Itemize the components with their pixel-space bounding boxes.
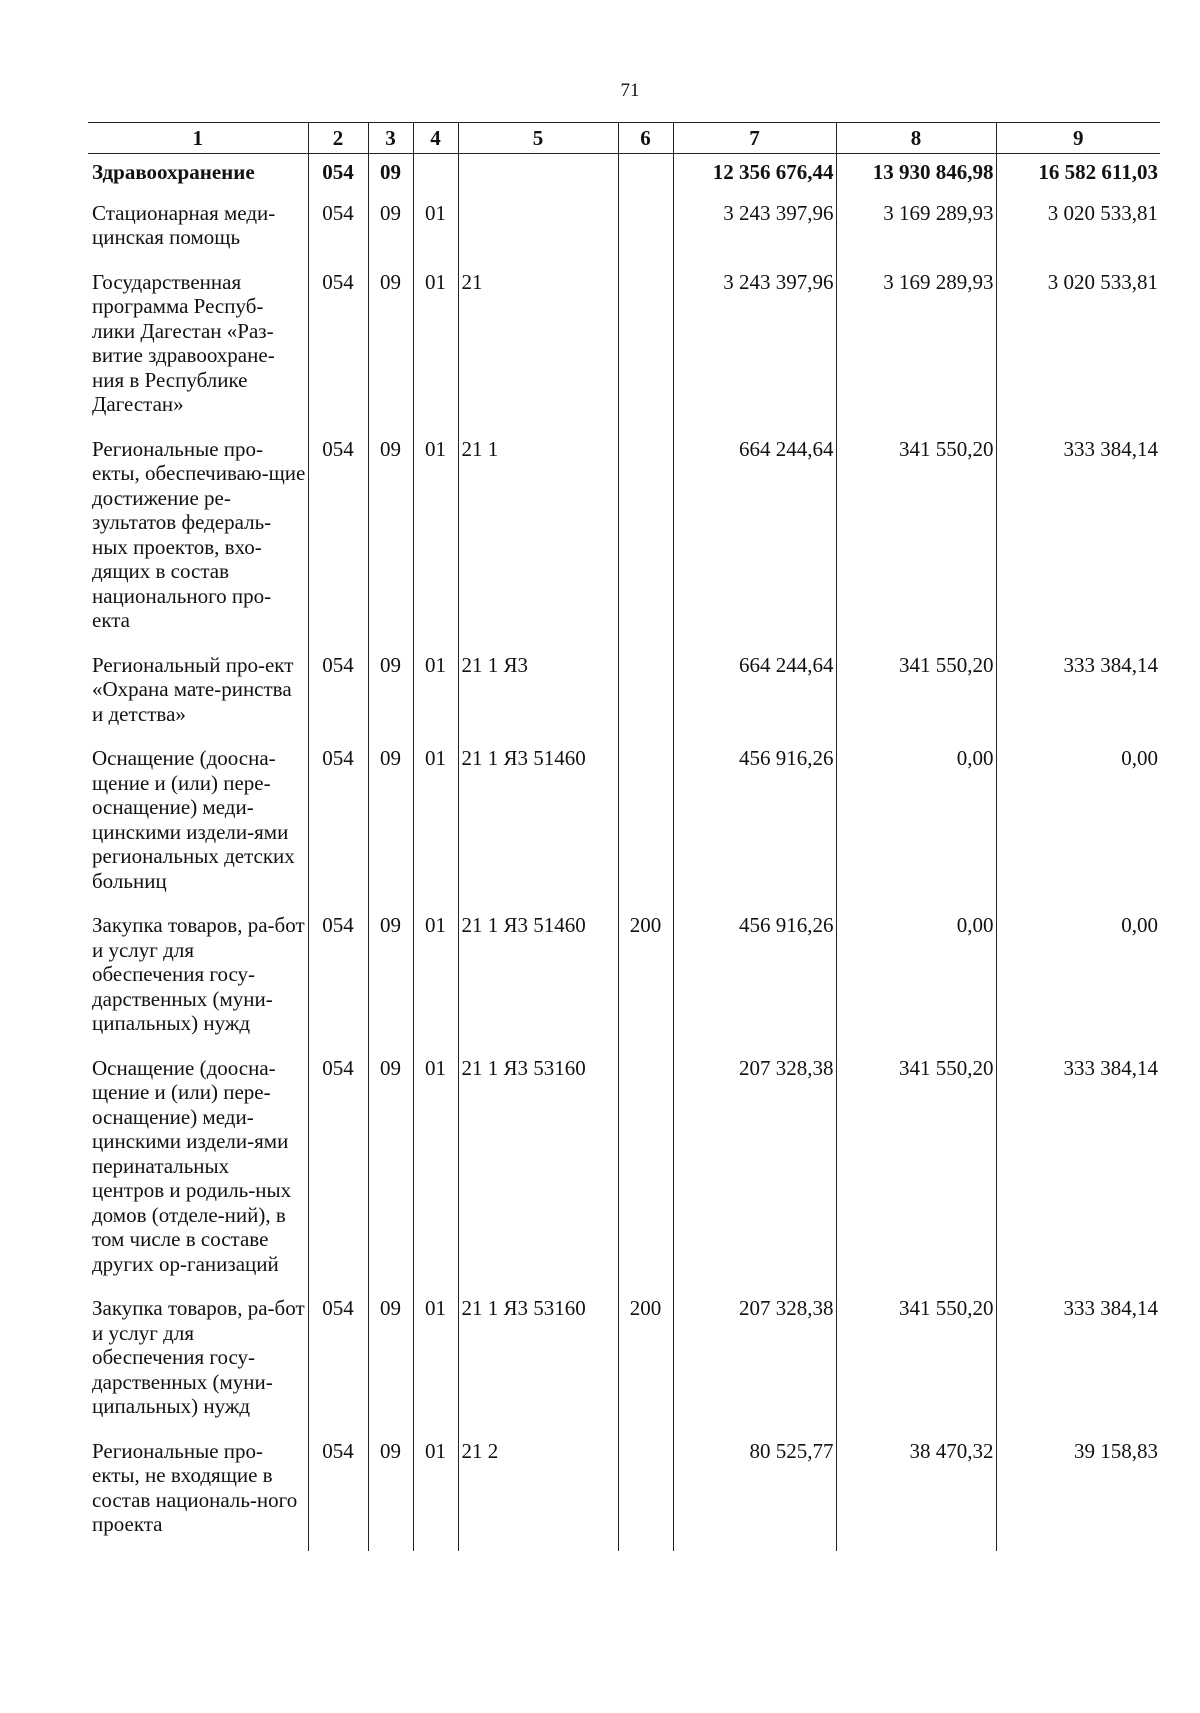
target-article-code: [458, 195, 618, 264]
column-header: 6: [618, 123, 673, 154]
amount-year-1: 456 916,26: [673, 907, 836, 1050]
subsection-code: 01: [413, 1433, 458, 1551]
amount-year-3: 3 020 533,81: [996, 195, 1160, 264]
target-article-code: 21 2: [458, 1433, 618, 1551]
amount-year-2: 3 169 289,93: [836, 264, 996, 431]
subsection-code: 01: [413, 647, 458, 741]
column-header: 9: [996, 123, 1160, 154]
section-code: 09: [368, 264, 413, 431]
subsection-code: 01: [413, 1290, 458, 1433]
row-label: Региональные про-екты, обеспечиваю-щие достижение ре-зультатов федераль-ных проектов, вхо-дящих в состав национального про-екта: [92, 436, 306, 632]
target-article-code: 21 1 Я3 51460: [458, 907, 618, 1050]
expense-type-code: [618, 264, 673, 431]
column-header: 5: [458, 123, 618, 154]
column-header: 1: [88, 123, 308, 154]
expense-type-code: 200: [618, 907, 673, 1050]
amount-year-3: 16 582 611,03: [996, 154, 1160, 195]
column-header: 8: [836, 123, 996, 154]
budget-table: [88, 122, 1160, 1551]
amount-year-3: 333 384,14: [996, 647, 1160, 741]
amount-year-3: 0,00: [996, 907, 1160, 1050]
section-code: 09: [368, 740, 413, 907]
column-header: 3: [368, 123, 413, 154]
column-header: 4: [413, 123, 458, 154]
header-row: [88, 123, 1160, 154]
table-row: [88, 431, 1160, 647]
amount-year-1: 3 243 397,96: [673, 195, 836, 264]
row-label: Региональные про-екты, не входящие в состав националь-ного проекта: [92, 1438, 298, 1536]
subsection-code: 01: [413, 907, 458, 1050]
section-code: 09: [368, 647, 413, 741]
row-label: Оснащение (доосна-щение и (или) пере-оснащение) меди-цинскими издели-ями региональных детских больниц: [92, 746, 295, 893]
table-row: [88, 264, 1160, 431]
target-article-code: 21 1 Я3 53160: [458, 1050, 618, 1291]
amount-year-1: 207 328,38: [673, 1050, 836, 1291]
amount-year-2: 341 550,20: [836, 1290, 996, 1433]
expense-type-code: [618, 1050, 673, 1291]
row-label: Оснащение (доосна-щение и (или) пере-оснащение) меди-цинскими издели-ями перинатальных центров и родиль-ных домов (отделе-ний), в том числе в составе других ор-ганизаций: [92, 1055, 292, 1276]
ministry-code: 054: [308, 154, 368, 195]
ministry-code: 054: [308, 1050, 368, 1291]
expense-type-code: [618, 431, 673, 647]
ministry-code: 054: [308, 1433, 368, 1551]
amount-year-1: 664 244,64: [673, 431, 836, 647]
subsection-code: 01: [413, 740, 458, 907]
expense-type-code: [618, 195, 673, 264]
row-label: Региональный про-ект «Охрана мате-ринства и детства»: [92, 652, 294, 726]
amount-year-1: 207 328,38: [673, 1290, 836, 1433]
column-header: 2: [308, 123, 368, 154]
target-article-code: 21 1 Я3 53160: [458, 1290, 618, 1433]
target-article-code: 21 1 Я3: [458, 647, 618, 741]
expense-type-code: [618, 647, 673, 741]
amount-year-1: 12 356 676,44: [673, 154, 836, 195]
row-label: Закупка товаров, ра-бот и услуг для обеспечения госу-дарственных (муни-ципальных) нужд: [92, 913, 305, 1035]
row-label: Государственная программа Респуб-лики Дагестан «Раз-витие здравоохране-ния в Республике Дагестан»: [92, 269, 275, 416]
amount-year-1: 456 916,26: [673, 740, 836, 907]
table-row: [88, 1290, 1160, 1433]
subsection-code: 01: [413, 264, 458, 431]
amount-year-3: 333 384,14: [996, 431, 1160, 647]
subsection-code: 01: [413, 1050, 458, 1291]
amount-year-2: 341 550,20: [836, 647, 996, 741]
row-label: Стационарная меди-цинская помощь: [92, 200, 276, 249]
amount-year-2: 0,00: [836, 740, 996, 907]
target-article-code: 21 1: [458, 431, 618, 647]
section-code: 09: [368, 431, 413, 647]
target-article-code: 21: [458, 264, 618, 431]
amount-year-1: 3 243 397,96: [673, 264, 836, 431]
amount-year-1: 664 244,64: [673, 647, 836, 741]
section-code: 09: [368, 195, 413, 264]
target-article-code: 21 1 Я3 51460: [458, 740, 618, 907]
section-code: 09: [368, 1433, 413, 1551]
amount-year-3: 3 020 533,81: [996, 264, 1160, 431]
section-code: 09: [368, 907, 413, 1050]
expense-type-code: [618, 1433, 673, 1551]
section-code: 09: [368, 1290, 413, 1433]
amount-year-2: 13 930 846,98: [836, 154, 996, 195]
ministry-code: 054: [308, 907, 368, 1050]
amount-year-2: 3 169 289,93: [836, 195, 996, 264]
amount-year-3: 333 384,14: [996, 1290, 1160, 1433]
table-row: [88, 154, 1160, 195]
row-label: Закупка товаров, ра-бот и услуг для обеспечения госу-дарственных (муни-ципальных) нужд: [92, 1296, 305, 1418]
column-header: 7: [673, 123, 836, 154]
subsection-code: [413, 154, 458, 195]
amount-year-3: 333 384,14: [996, 1050, 1160, 1291]
ministry-code: 054: [308, 1290, 368, 1433]
amount-year-3: 39 158,83: [996, 1433, 1160, 1551]
expense-type-code: [618, 740, 673, 907]
row-label: Здравоохранение: [92, 160, 255, 184]
target-article-code: [458, 154, 618, 195]
table-row: [88, 647, 1160, 741]
expense-type-code: [618, 154, 673, 195]
table-row: [88, 1433, 1160, 1551]
amount-year-2: 341 550,20: [836, 431, 996, 647]
section-code: 09: [368, 154, 413, 195]
table-row: [88, 195, 1160, 264]
table-row: [88, 907, 1160, 1050]
ministry-code: 054: [308, 647, 368, 741]
amount-year-3: 0,00: [996, 740, 1160, 907]
subsection-code: 01: [413, 431, 458, 647]
amount-year-2: 0,00: [836, 907, 996, 1050]
ministry-code: 054: [308, 740, 368, 907]
table-body: [88, 154, 1160, 1551]
subsection-code: 01: [413, 195, 458, 264]
ministry-code: 054: [308, 431, 368, 647]
amount-year-1: 80 525,77: [673, 1433, 836, 1551]
ministry-code: 054: [308, 195, 368, 264]
section-code: 09: [368, 1050, 413, 1291]
page-number: 71: [620, 80, 640, 101]
amount-year-2: 341 550,20: [836, 1050, 996, 1291]
expense-type-code: 200: [618, 1290, 673, 1433]
table-row: [88, 740, 1160, 907]
ministry-code: 054: [308, 264, 368, 431]
table-row: [88, 1050, 1160, 1291]
amount-year-2: 38 470,32: [836, 1433, 996, 1551]
